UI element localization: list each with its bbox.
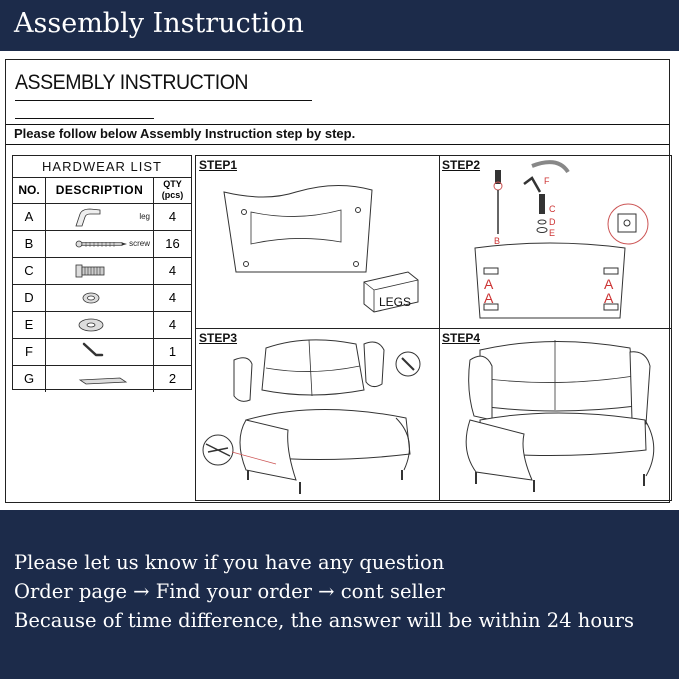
hardware-row (13, 366, 191, 392)
leg-letter: A (604, 276, 614, 292)
hardware-list-columns (13, 177, 191, 204)
step2-illustration (440, 156, 671, 328)
part-letter: E (549, 228, 556, 238)
banner-title: Assembly Instruction (14, 8, 304, 39)
step3-illustration (196, 330, 438, 500)
hardware-qty: 16 (165, 236, 180, 251)
sheet-frame (5, 59, 670, 503)
hardware-row (13, 285, 191, 312)
footer-line: Because of time difference, the answer will be within 24 hours (14, 609, 634, 632)
hardware-row (13, 339, 191, 366)
hardware-qty: 4 (168, 209, 177, 224)
hardware-description (46, 312, 154, 338)
column-no: NO. (13, 177, 46, 203)
hardware-no: D (13, 285, 46, 311)
allen-key-icon (54, 341, 124, 363)
document-subtitle: Please follow below Assembly Instruction step by step. (14, 126, 356, 141)
column-qty: QTY (pcs) (161, 179, 184, 200)
leg-letter: A (604, 290, 614, 306)
hardware-description (46, 258, 154, 284)
hardware-no: G (13, 366, 46, 392)
hardware-qty: 4 (168, 317, 177, 332)
hardware-qty: 2 (168, 371, 177, 386)
steps-grid (195, 155, 672, 501)
step2-label: STEP2 (442, 158, 481, 172)
bolt-icon (54, 260, 124, 282)
hardware-row (13, 231, 191, 258)
part-letter: B (494, 236, 501, 246)
instruction-sheet (0, 51, 679, 510)
hardware-no: E (13, 312, 46, 338)
divider (6, 124, 669, 125)
hardware-description (46, 339, 154, 365)
footer-line: Please let us know if you have any question (14, 551, 445, 574)
hardware-qty: 4 (168, 263, 177, 278)
step1-illustration (196, 172, 438, 327)
column-description: DESCRIPTION (46, 177, 154, 203)
part-label: screw (129, 239, 150, 248)
hardware-description (46, 285, 154, 311)
hardware-no: F (13, 339, 46, 365)
hardware-description (46, 204, 154, 230)
hardware-list-table (12, 155, 192, 390)
spring-washer-icon (54, 287, 124, 309)
hardware-row (13, 204, 191, 231)
screw-icon (54, 233, 134, 255)
step4-label: STEP4 (442, 331, 481, 345)
hardware-row (13, 258, 191, 285)
leg-icon (54, 206, 114, 228)
title-underline-short (15, 118, 154, 119)
leg-letter: A (484, 290, 494, 306)
hardware-qty: 4 (168, 290, 177, 305)
hardware-list-heading: HARDWEAR LIST (13, 156, 191, 178)
leg-letter: A (484, 276, 494, 292)
step1-label: STEP1 (199, 158, 238, 172)
step4-illustration (440, 330, 671, 500)
part-label: leg (139, 212, 150, 221)
part-letter: D (549, 217, 556, 227)
legs-box-label: LEGS (379, 295, 412, 309)
step3-label: STEP3 (199, 331, 238, 345)
part-letter: F (544, 176, 550, 186)
grid-divider-horizontal (196, 328, 671, 329)
hardware-no: B (13, 231, 46, 257)
hardware-description (46, 366, 154, 392)
part-letter: C (549, 204, 556, 214)
document-title: ASSEMBLY INSTRUCTION (15, 71, 249, 94)
bracket-icon (54, 368, 134, 390)
hardware-no: C (13, 258, 46, 284)
footer-line: Order page → Find your order → cont seller (14, 580, 445, 603)
title-underline (15, 100, 312, 101)
hardware-row (13, 312, 191, 339)
hardware-qty: 1 (168, 344, 177, 359)
divider (6, 144, 669, 145)
flat-washer-icon (54, 314, 124, 336)
hardware-no: A (13, 204, 46, 230)
footer-message (14, 548, 634, 635)
hardware-description (46, 231, 154, 257)
